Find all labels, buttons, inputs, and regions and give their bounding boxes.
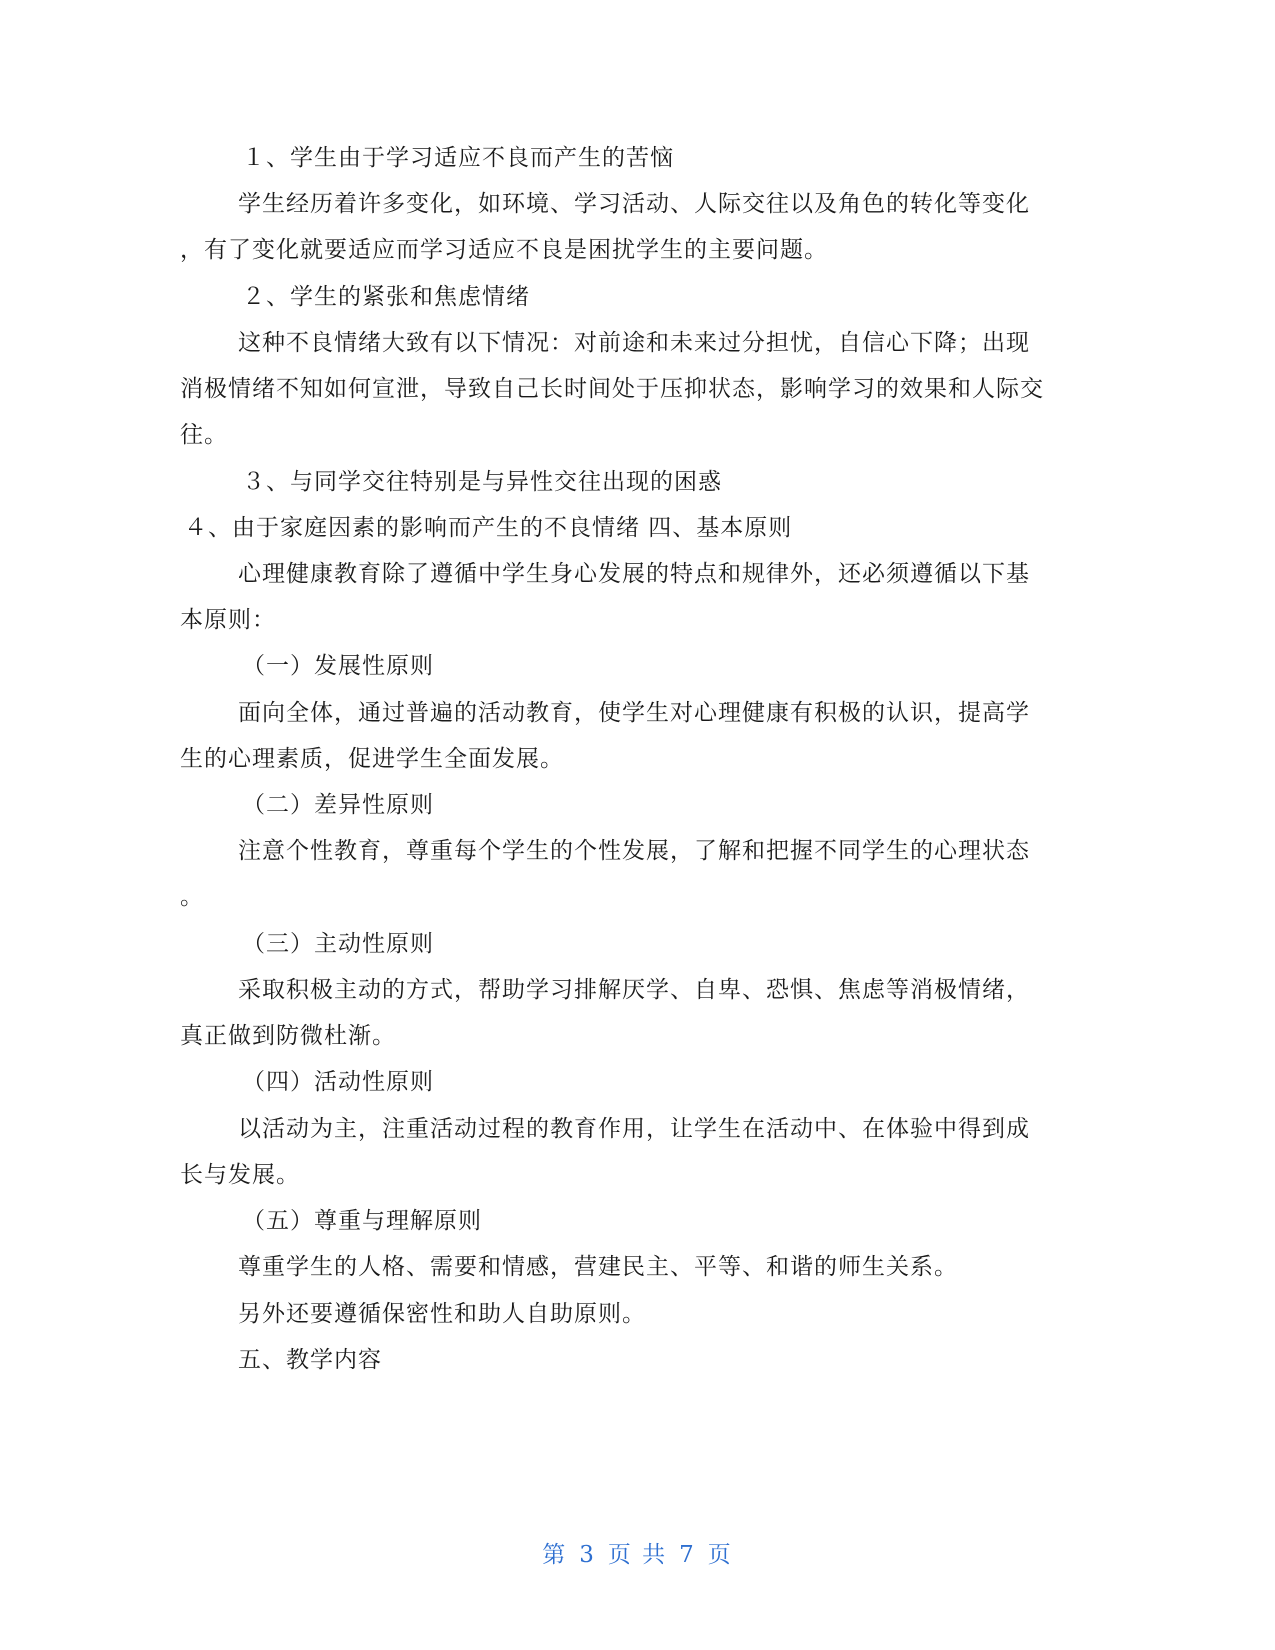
principle-heading: （一）发展性原则 (242, 653, 434, 679)
paragraph-line: 真正做到防微杜渐。 (180, 1023, 396, 1049)
paragraph-line: 另外还要遵循保密性和助人自助原则。 (238, 1301, 646, 1327)
subheading-3: ３、与同学交往特别是与异性交往出现的困惑 (242, 469, 722, 495)
paragraph-line: 生的心理素质，促进学生全面发展。 (180, 746, 564, 772)
paragraph-line: 消极情绪不知如何宣泄，导致自己长时间处于压抑状态，影响学习的效果和人际交 (180, 376, 1044, 402)
subheading-2: ２、学生的紧张和焦虑情绪 (242, 284, 530, 310)
paragraph-line: 。 (180, 884, 204, 910)
paragraph-line: 尊重学生的人格、需要和情感，营建民主、平等、和谐的师生关系。 (238, 1254, 958, 1280)
page-footer (0, 1540, 1275, 1570)
paragraph-line: 心理健康教育除了遵循中学生身心发展的特点和规律外，还必须遵循以下基 (238, 561, 1030, 587)
footer-current-page: 3 (579, 1542, 596, 1568)
paragraph-line: 面向全体，通过普遍的活动教育，使学生对心理健康有积极的认识，提高学 (238, 700, 1030, 726)
paragraph-line: 采取积极主动的方式，帮助学习排解厌学、自卑、恐惧、焦虑等消极情绪， (238, 977, 1030, 1003)
paragraph-line: ，有了变化就要适应而学习适应不良是困扰学生的主要问题。 (180, 237, 828, 263)
section-heading: 五、教学内容 (238, 1347, 382, 1373)
paragraph-line: 长与发展。 (180, 1162, 300, 1188)
paragraph-line: 这种不良情绪大致有以下情况：对前途和未来过分担忧，自信心下降；出现 (238, 330, 1030, 356)
footer-middle: 页 共 (607, 1542, 668, 1568)
footer-suffix: 页 (707, 1542, 733, 1568)
subheading-1: １、学生由于学习适应不良而产生的苦恼 (242, 145, 674, 171)
principle-heading: （三）主动性原则 (242, 931, 434, 957)
footer-prefix: 第 (542, 1542, 568, 1568)
principle-heading: （五）尊重与理解原则 (242, 1208, 482, 1234)
paragraph-line: 往。 (180, 422, 228, 448)
paragraph-line: 以活动为主，注重活动过程的教育作用，让学生在活动中、在体验中得到成 (238, 1116, 1030, 1142)
principle-heading: （二）差异性原则 (242, 792, 434, 818)
paragraph-line: 注意个性教育，尊重每个学生的个性发展，了解和把握不同学生的心理状态 (238, 838, 1030, 864)
paragraph-line: 本原则： (180, 607, 276, 633)
principle-heading: （四）活动性原则 (242, 1069, 434, 1095)
paragraph-line: 学生经历着许多变化，如环境、学习活动、人际交往以及角色的转化等变化 (238, 191, 1030, 217)
subheading-4-and-section-title: ４、由于家庭因素的影响而产生的不良情绪 四、基本原则 (184, 515, 793, 541)
footer-total-pages: 7 (679, 1542, 696, 1568)
